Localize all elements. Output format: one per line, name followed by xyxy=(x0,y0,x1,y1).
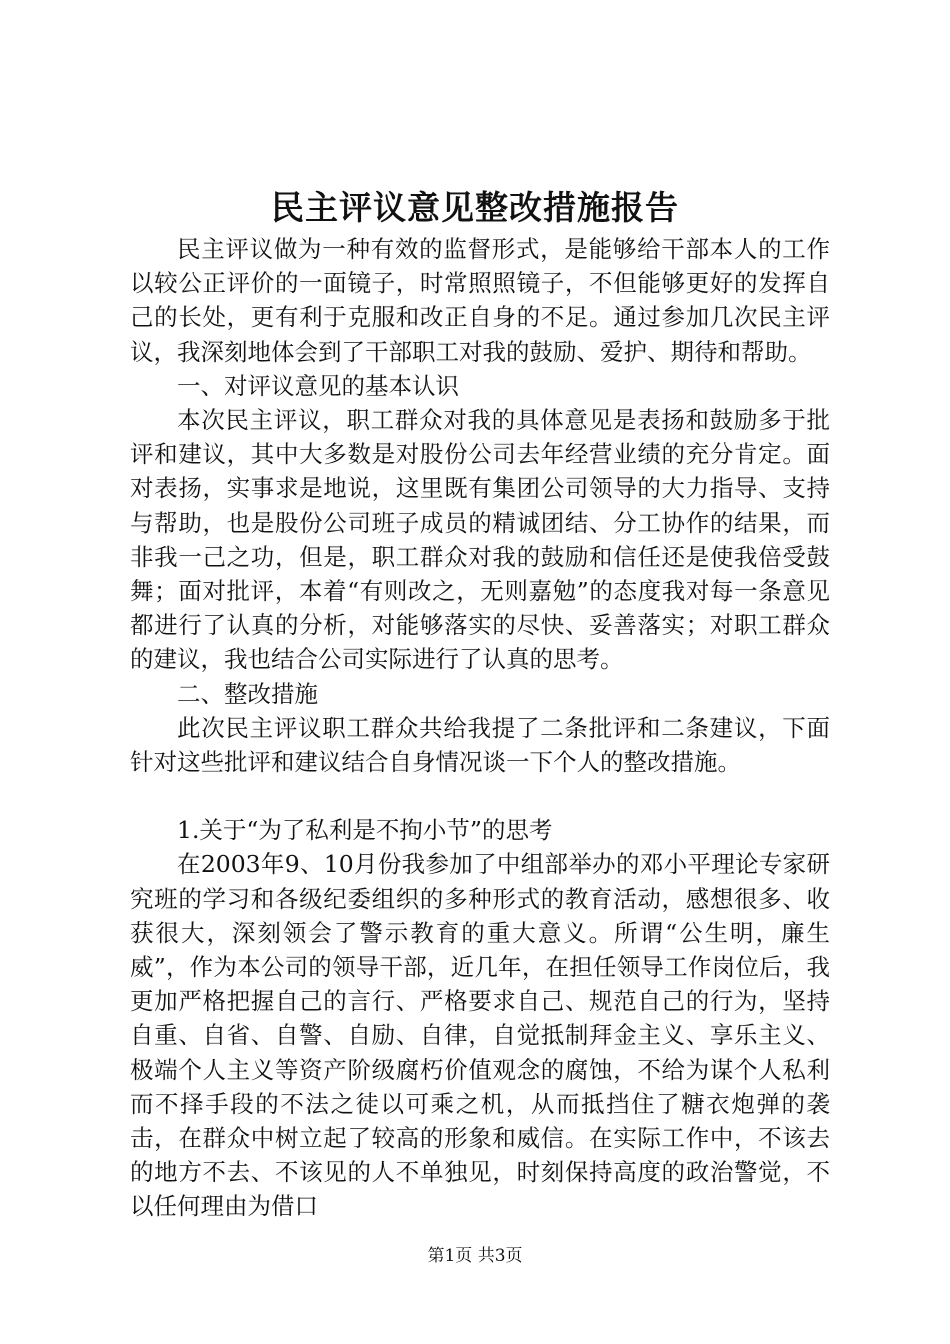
section-heading-2: 二、整改措施 xyxy=(177,679,318,708)
paragraph-section-1: 本次民主评议，职工群众对我的具体意见是表扬和鼓励多于批评和建议，其中大多数是对股份公司去年经营业绩的充分肯定。面对表扬，实事求是地说，这里既有集团公司领导的大力指导、支持与帮助，也是股份公司班子成员的精诚团结、分工协作的结果，而非我一己之功，但是，职工群众对我的鼓励和信任还是使我倍受鼓舞；面对批评，本着“有则改之，无则嘉勉”的态度我对每一条意见都进行了认真的分析，对能够落实的尽快、妥善落实；对职工群众的建议，我也结合公司实际进行了认真的思考。 xyxy=(130,406,830,674)
paragraph-subsection-1: 在2003年9、10月份我参加了中组部举办的邓小平理论专家研究班的学习和各级纪委组织的多种形式的教育活动，感想很多、收获很大，深刻领会了警示教育的重大意义。所谓“公生明，廉生威”，作为本公司的领导干部，近几年，在担任领导工作岗位后，我更加严格把握自己的言行、严格要求自己、规范自己的行为，坚持自重、自省、自警、自励、自律，自觉抵制拜金主义、享乐主义、极端个人主义等资产阶级腐朽价值观念的腐蚀，不给为谋个人私利而不择手段的不法之徒以可乘之机，从而抵挡住了糖衣炮弹的袭击，在群众中树立起了较高的形象和威信。在实际工作中，不该去的地方不去、不该见的人不单独见，时刻保持高度的政治警觉，不以任何理由为借口 xyxy=(130,850,830,1221)
document-body xyxy=(130,232,830,1224)
document-title: 民主评议意见整改措施报告 xyxy=(271,188,679,227)
paragraph-section-2: 此次民主评议职工群众共给我提了二条批评和二条建议，下面针对这些批评和建议结合自身情况谈一下个人的整改措施。 xyxy=(130,713,830,777)
page-number-footer: 第1页 共3页 xyxy=(427,1246,523,1266)
section-heading-1: 一、对评议意见的基本认识 xyxy=(177,371,459,400)
subsection-heading-1: 1.关于“为了私利是不拘小节”的思考 xyxy=(177,816,553,845)
paragraph-intro: 民主评议做为一种有效的监督形式，是能够给干部本人的工作以较公正评价的一面镜子，时常照照镜子，不但能够更好的发挥自己的长处，更有利于克服和改正自身的不足。通过参加几次民主评议，我深刻地体会到了干部职工对我的鼓励、爱护、期待和帮助。 xyxy=(130,235,830,366)
